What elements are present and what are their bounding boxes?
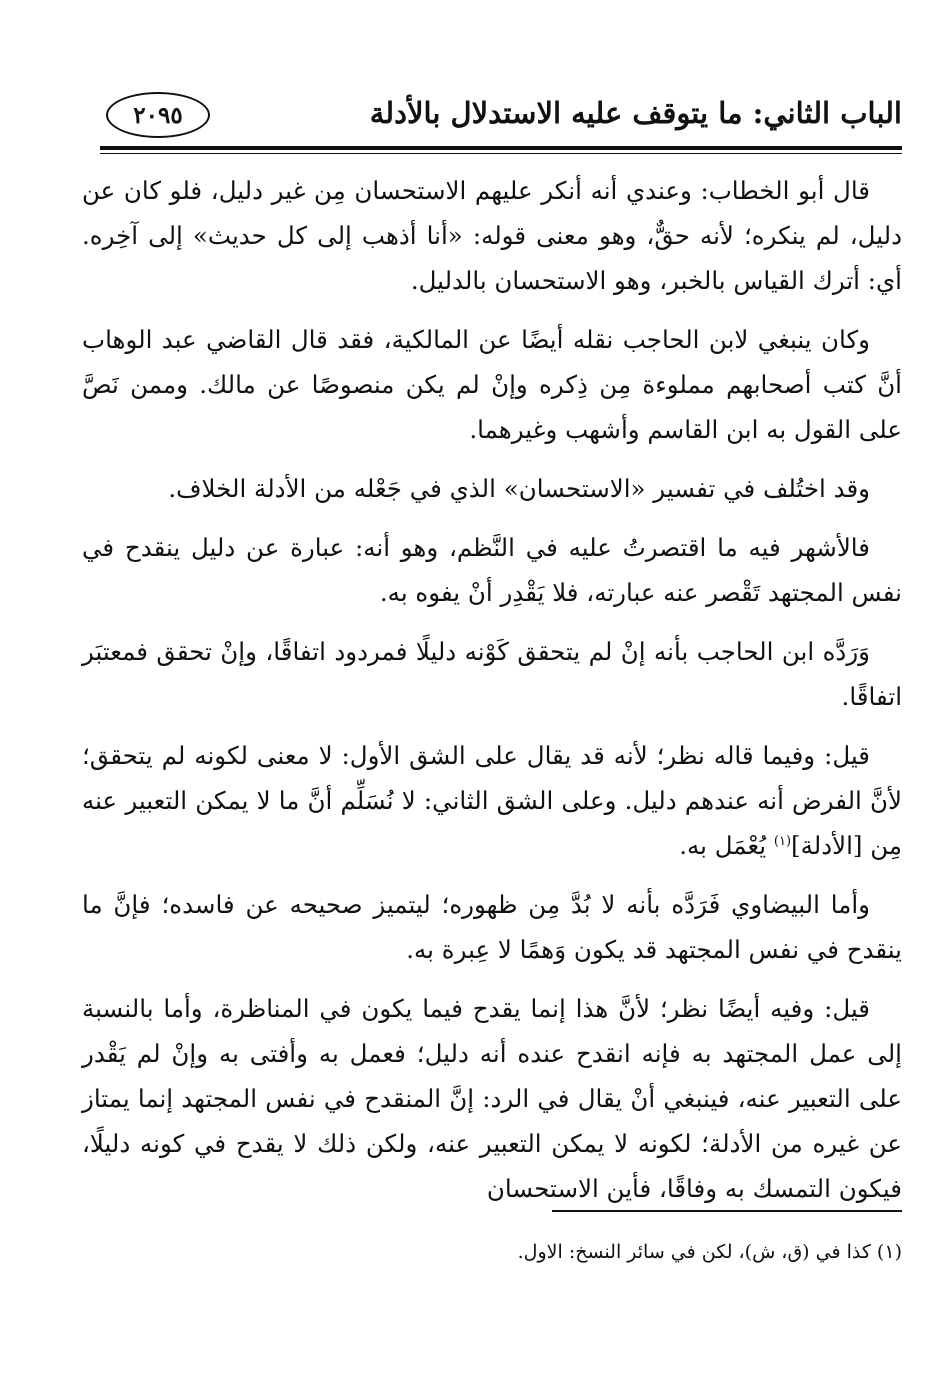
- paragraph-2: وكان ينبغي لابن الحاجب نقله أيضًا عن المالكية، فقد قال القاضي عبد الوهاب أنَّ كتب أصحابهم مملوءة مِن ذِكره وإنْ لم يكن منصوصًا عن مالك. وممن نَصَّ على القول به ابن القاسم وأشهب وغيرهما.: [82, 325, 902, 444]
- page-number-frame: [106, 92, 210, 138]
- body-text: [82, 168, 902, 1225]
- paragraph-6-text: قيل: وفيما قاله نظر؛ لأنه قد يقال على الشق الأول: لا معنى لكونه لم يتحقق؛ لأنَّ الفرض أنه عندهم دليل. وعلى الشق الثاني: لا نُسَلِّم أنَّ ما لا يمكن التعبير عنه مِن [الأدلة]: [82, 741, 902, 860]
- page-number: ٢٠٩٥: [133, 101, 183, 129]
- footnote-marker: (١): [773, 833, 792, 849]
- header-rule-thin: [100, 153, 902, 154]
- header-rule-thick: [100, 146, 902, 150]
- paragraph-8: قيل: وفيه أيضًا نظر؛ لأنَّ هذا إنما يقدح فيما يكون في المناظرة، وأما بالنسبة إلى عمل المجتهد به فإنه انقدح عنده أنه دليل؛ فعمل به وأفتى به وإنْ لم يَقْدر على التعبير عنه، فينبغي أنْ يقال في الرد: إنَّ المنقدح في نفس المجتهد إنما يمتاز عن غيره من الأدلة؛ لكونه لا يمكن التعبير عنه، ولكن ذلك لا يقدح في كونه دليلًا، فيكون التمسك به وفاقًا، فأين الاستحسان: [82, 994, 902, 1203]
- paragraph-5: وَرَدَّه ابن الحاجب بأنه إنْ لم يتحقق كَوْنه دليلًا فمردود اتفاقًا، وإنْ تحقق فمعتبَر اتفاقًا.: [82, 637, 902, 711]
- running-title: الباب الثاني: ما يتوقف عليه الاستدلال بالأدلة: [369, 96, 902, 130]
- footnote-rule: [552, 1210, 902, 1212]
- paragraph-7: وأما البيضاوي فَرَدَّه بأنه لا بُدَّ مِن ظهوره؛ ليتميز صحيحه عن فاسده؛ فإنَّ ما ينقدح في نفس المجتهد قد يكون وَهمًا لا عِبرة به.: [82, 890, 902, 964]
- paragraph-3: وقد اختُلف في تفسير «الاستحسان» الذي في جَعْله من الأدلة الخلاف.: [168, 474, 870, 503]
- paragraph-4: فالأشهر فيه ما اقتصرتُ عليه في النَّظم، وهو أنه: عبارة عن دليل ينقدح في نفس المجتهد تَقْصر عنه عبارته، فلا يَقْدِر أنْ يفوه به.: [82, 533, 902, 607]
- paragraph-6: [82, 733, 902, 868]
- footnote: (١) كذا في (ق، ش)، لكن في سائر النسخ: الاول.: [517, 1241, 902, 1263]
- page-header: [100, 92, 902, 142]
- paragraph-1: قال أبو الخطاب: وعندي أنه أنكر عليهم الاستحسان مِن غير دليل، فلو كان عن دليل، لم ينكره؛ لأنه حقٌّ، وهو معنى قوله: «أنا أذهب إلى كل حديث» إلى آخِره. أي: أترك القياس بالخبر، وهو الاستحسان بالدليل.: [82, 176, 902, 295]
- paragraph-6-tail: يُعْمَل به.: [679, 831, 774, 860]
